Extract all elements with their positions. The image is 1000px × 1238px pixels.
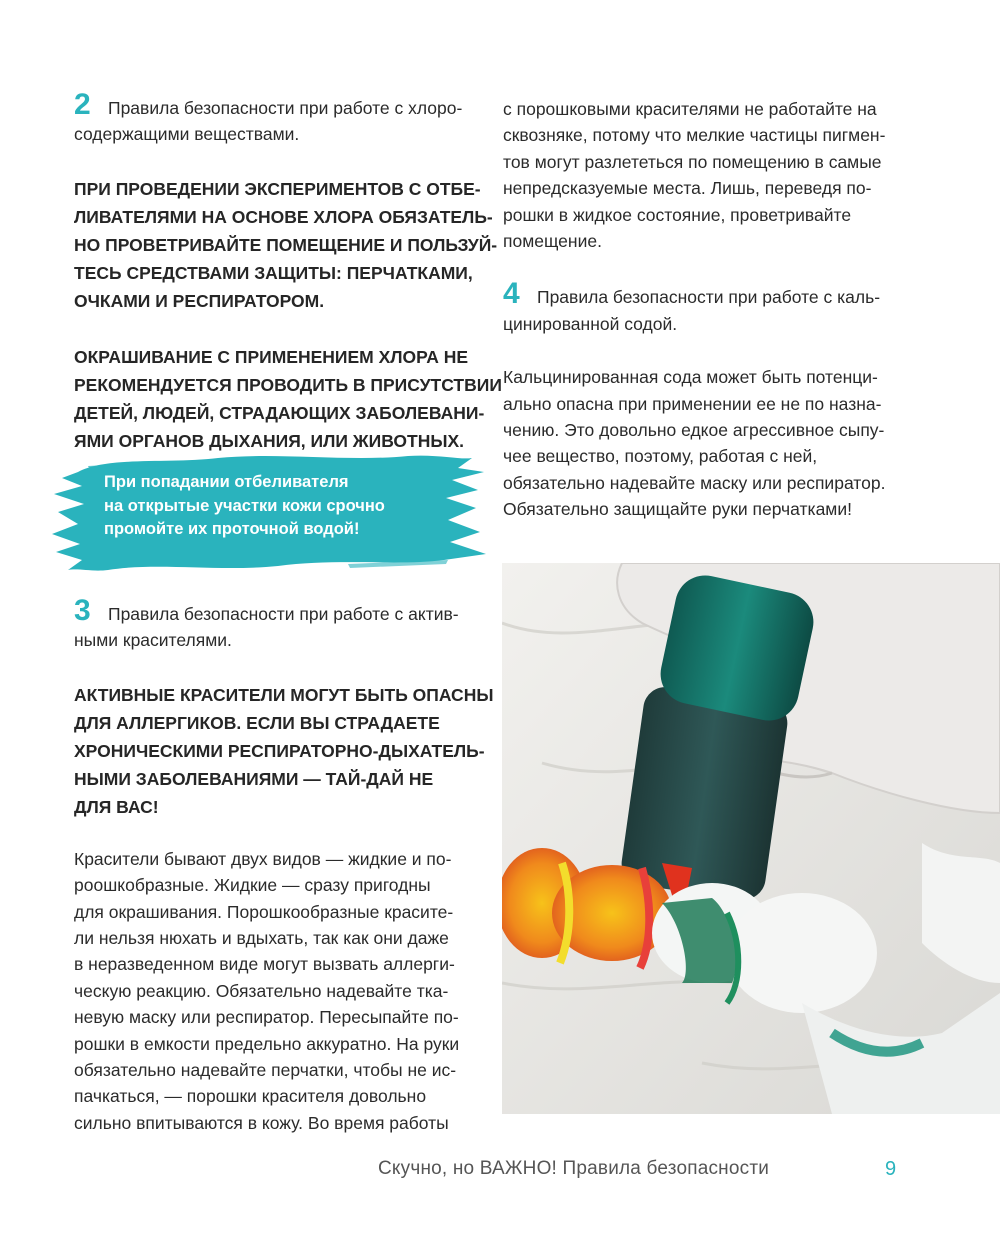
body-line: с порошковыми красителями не работайте на: [503, 99, 877, 119]
body-line: чению. Это довольно едкое агрессивное сыпу-: [503, 420, 885, 441]
body-line: рошки в жидкое состояние, проветривайте: [503, 204, 852, 225]
section-3-number: 3: [74, 594, 91, 627]
warning-line: ПРИ ПРОВЕДЕНИИ ЭКСПЕРИМЕНТОВ С ОТБЕ-: [74, 178, 481, 199]
callout-line: промойте их проточной водой!: [104, 520, 360, 538]
section-2-heading-line-1: Правила безопасности при работе с хлоро-: [108, 98, 463, 118]
body-line: пачкаться, — порошки красителя довольно: [74, 1086, 427, 1107]
body-line: ально опасна при применении ее не по назна-: [503, 393, 882, 414]
bleach-callout: [48, 450, 488, 578]
warning-line: АКТИВНЫЕ КРАСИТЕЛИ МОГУТ БЫТЬ ОПАСНЫ: [74, 684, 494, 705]
section-4-heading-line-2: цинированной содой.: [503, 313, 678, 334]
body-line: рошки в емкости предельно аккуратно. На руки: [74, 1033, 460, 1054]
warning-line: ОЧКАМИ И РЕСПИРАТОРОМ.: [74, 290, 325, 311]
chlorine-ventilation-warning: [74, 175, 498, 315]
section-2-heading-line-2: содержащими веществами.: [74, 124, 300, 145]
warning-line: ДЕТЕЙ, ЛЮДЕЙ, СТРАДАЮЩИХ ЗАБОЛЕВАНИ-: [74, 402, 485, 423]
body-line: Обязательно защищайте руки перчатками!: [503, 499, 852, 520]
body-line: ли нельзя нюхать и вдыхать, так как они даже: [74, 928, 449, 949]
left-column-lower: [74, 594, 494, 1136]
warning-line: НЫМИ ЗАБОЛЕВАНИЯМИ — ТАЙ-ДАЙ НЕ: [74, 768, 434, 789]
allergy-warning: [74, 681, 494, 821]
body-line: непредсказуемые места. Лишь, переведя по-: [503, 178, 872, 199]
right-column: [503, 96, 903, 523]
section-2-number: 2: [74, 88, 91, 121]
tie-dye-photo: [502, 563, 1000, 1114]
warning-line: ЯМИ ОРГАНОВ ДЫХАНИЯ, ИЛИ ЖИВОТНЫХ.: [74, 430, 465, 451]
body-line: обязательно надевайте перчатки, чтобы не ис-: [74, 1060, 457, 1081]
body-line: Красители бывают двух видов — жидкие и по-: [74, 848, 452, 869]
body-line: сильно впитываются в кожу. Во время работы: [74, 1112, 449, 1133]
dyes-body-text: [74, 846, 474, 1136]
body-line: в неразведенном виде могут вызвать аллерги-: [74, 954, 455, 975]
body-line: обязательно надевайте маску или респиратор.: [503, 472, 886, 493]
warning-line: ДЛЯ АЛЛЕРГИКОВ. ЕСЛИ ВЫ СТРАДАЕТЕ: [74, 712, 440, 733]
bleach-callout-text: [104, 471, 434, 542]
chlorine-children-warning: [74, 343, 502, 455]
section-3-heading-line-2: ными красителями.: [74, 630, 232, 651]
body-line: помещение.: [503, 231, 602, 252]
soda-body-text: [503, 364, 903, 522]
warning-line: РЕКОМЕНДУЕТСЯ ПРОВОДИТЬ В ПРИСУТСТВИИ: [74, 374, 502, 395]
body-line: для окрашивания. Порошкообразные красите-: [74, 901, 454, 922]
section-4-heading: [503, 277, 903, 337]
section-4-heading-line-1: Правила безопасности при работе с каль-: [537, 287, 881, 308]
warning-line: ДЛЯ ВАС!: [74, 796, 159, 817]
page-number: 9: [885, 1158, 897, 1180]
running-title: Скучно, но ВАЖНО! Правила безопасности: [378, 1158, 770, 1179]
body-line: чее вещество, поэтому, работая с ней,: [503, 446, 818, 467]
warning-line: ХРОНИЧЕСКИМИ РЕСПИРАТОРНО-ДЫХАТЕЛЬ-: [74, 740, 485, 761]
tie-dye-illustration: [502, 563, 1000, 1114]
warning-line: ТЕСЬ СРЕДСТВАМИ ЗАЩИТЫ: ПЕРЧАТКАМИ,: [74, 262, 473, 283]
callout-line: При попадании отбеливателя: [104, 473, 349, 491]
warning-line: ОКРАШИВАНИЕ С ПРИМЕНЕНИЕМ ХЛОРА НЕ: [74, 346, 469, 367]
body-line: роошкобразные. Жидкие — сразу пригодны: [74, 875, 431, 896]
section-4-number: 4: [503, 277, 520, 311]
section-3-heading-line-1: Правила безопасности при работе с актив-: [108, 604, 459, 624]
body-line: тов могут разлететься по помещению в самые: [503, 151, 882, 172]
section-2-heading: [74, 88, 474, 148]
body-line: Кальцинированная сода может быть потенци-: [503, 367, 878, 388]
warning-line: НО ПРОВЕТРИВАЙТЕ ПОМЕЩЕНИЕ И ПОЛЬЗУЙ-: [74, 234, 498, 255]
powder-dyes-continuation: [503, 96, 903, 254]
callout-line: на открытые участки кожи срочно: [104, 496, 385, 515]
body-line: невую маску или респиратор. Пересыпайте по-: [74, 1007, 459, 1028]
left-column: [74, 88, 502, 455]
body-line: сквозняке, потому что мелкие частицы пигмен-: [503, 125, 886, 146]
section-3-heading: [74, 594, 474, 654]
body-line: ческую реакцию. Обязательно надевайте тка-: [74, 980, 449, 1001]
warning-line: ЛИВАТЕЛЯМИ НА ОСНОВЕ ХЛОРА ОБЯЗАТЕЛЬ-: [74, 206, 493, 227]
